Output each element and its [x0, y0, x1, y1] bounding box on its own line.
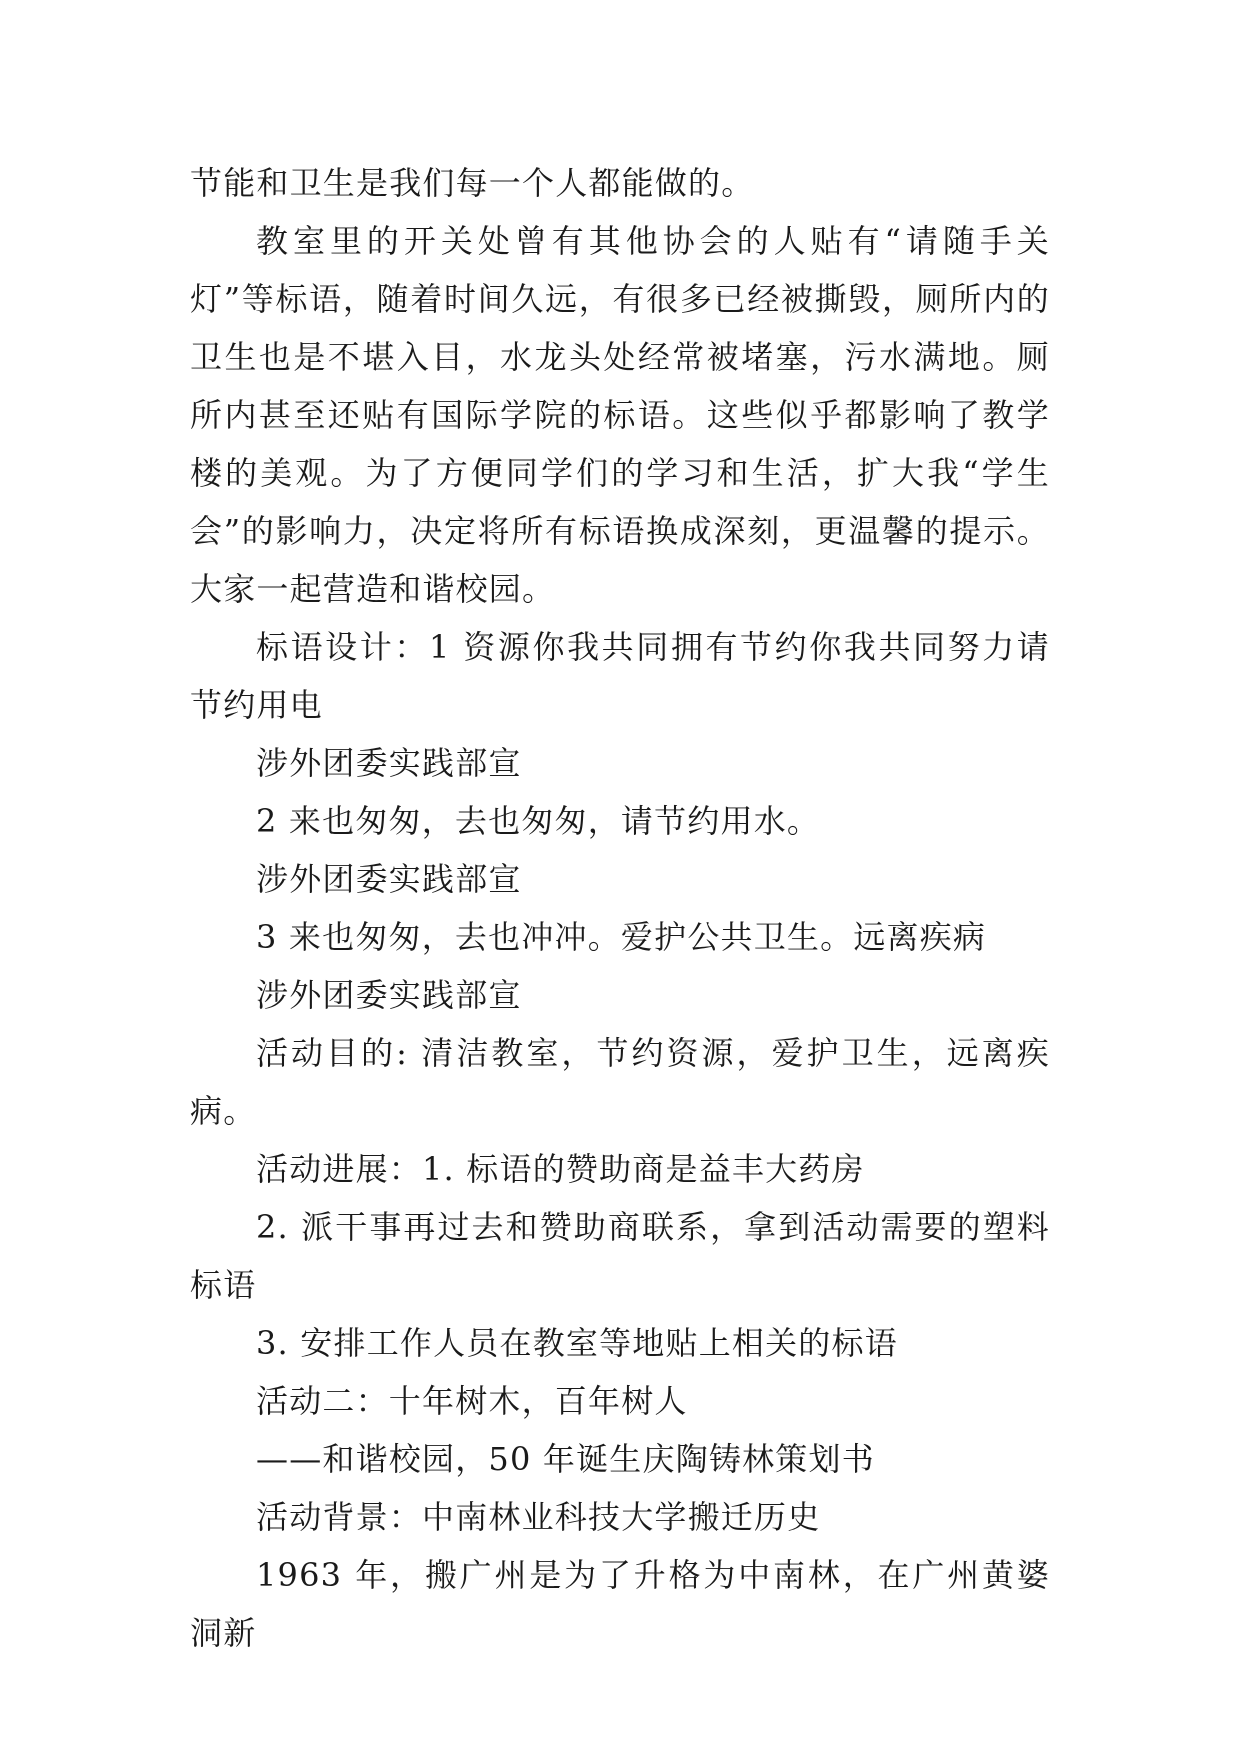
paragraph-activity-progress-2: 2. 派干事再过去和赞助商联系，拿到活动需要的塑料标语 — [190, 1208, 1050, 1304]
paragraph-slogan-credit-1: 涉外团委实践部宣 — [256, 744, 522, 782]
paragraph-activity-two-background: 活动背景：中南林业科技大学搬迁历史 — [256, 1498, 821, 1536]
paragraph-slogan-2: 2 来也匆匆，去也匆匆，请节约用水。 — [256, 802, 821, 840]
paragraph-activity-progress-1: 活动进展：1. 标语的赞助商是益丰大药房 — [256, 1150, 865, 1188]
paragraph-slogan-design: 标语设计：1 资源你我共同拥有节约你我共同努力请节约用电 — [190, 628, 1050, 724]
paragraph-slogan-credit-2: 涉外团委实践部宣 — [256, 860, 522, 898]
paragraph-activity-two-title: 活动二：十年树木，百年树人 — [256, 1382, 688, 1420]
paragraph-slogan-3: 3 来也匆匆，去也冲冲。爱护公共卫生。远离疾病 — [256, 918, 987, 956]
paragraph-background: 教室里的开关处曾有其他协会的人贴有“请随手关灯”等标语，随着时间久远，有很多已经被撕毁，厕所内的卫生也是不堪入目，水龙头处经常被堵塞，污水满地。厕所内甚至还贴有国际学院的标语。这些似乎都影响了教学楼的美观。为了方便同学们的学习和生活，扩大我“学生会”的影响力，决定将所有标语换成深刻，更温馨的提示。大家一起营造和谐校园。 — [190, 222, 1050, 608]
paragraph-activity-two-subtitle: ——和谐校园，50 年诞生庆陶铸林策划书 — [256, 1440, 875, 1478]
paragraph-history: 1963 年，搬广州是为了升格为中南林，在广州黄婆洞新 — [190, 1556, 1050, 1652]
paragraph-activity-purpose: 活动目的: 清洁教室，节约资源，爱护卫生，远离疾病。 — [190, 1034, 1050, 1130]
paragraph-continuation: 节能和卫生是我们每一个人都能做的。 — [190, 164, 755, 202]
paragraph-activity-progress-3: 3. 安排工作人员在教室等地贴上相关的标语 — [256, 1324, 898, 1362]
paragraph-slogan-credit-3: 涉外团委实践部宣 — [256, 976, 522, 1014]
document-body — [190, 154, 1050, 1662]
